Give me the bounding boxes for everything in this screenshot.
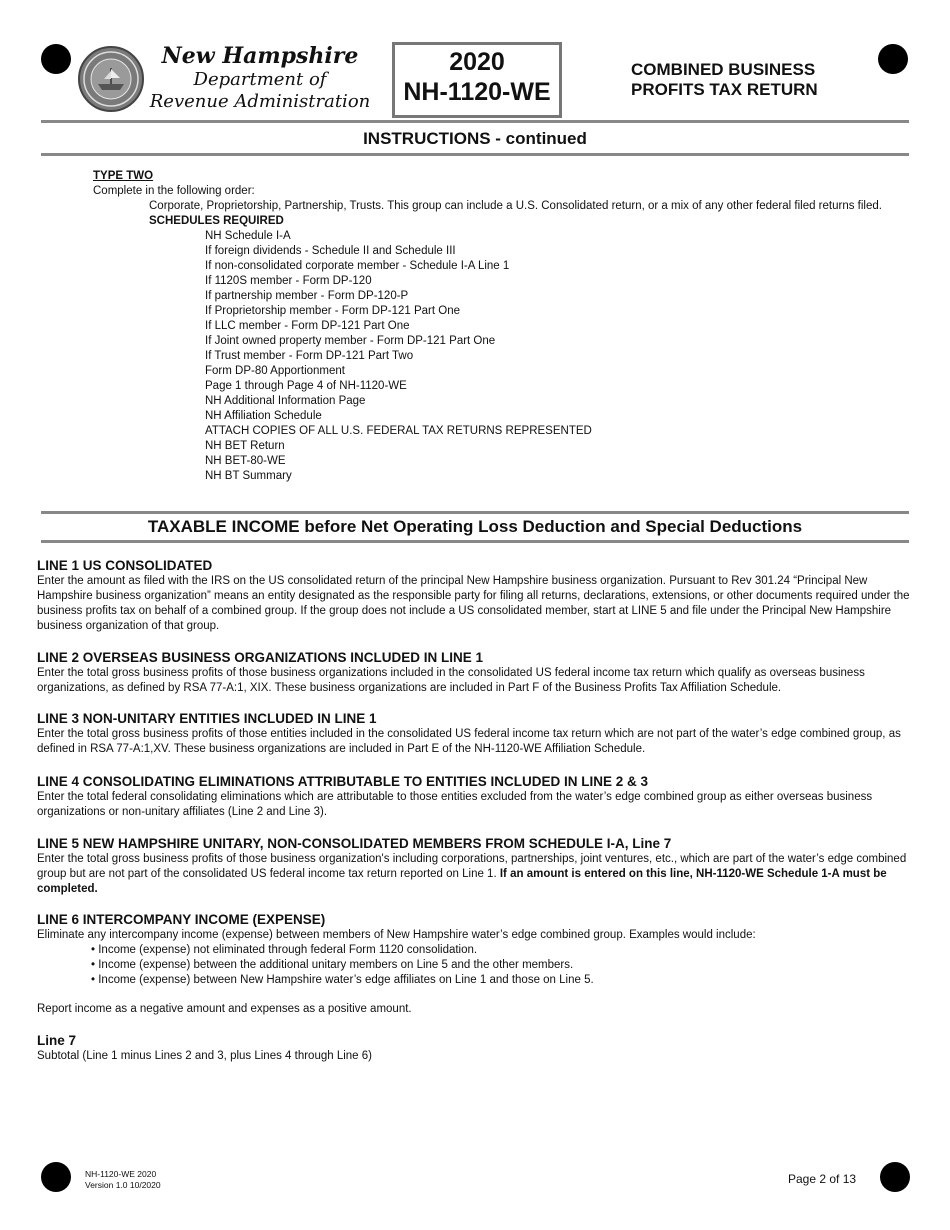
registration-dot-bottom-right	[880, 1162, 910, 1192]
line-5-paragraph	[37, 852, 913, 897]
registration-dot-top-right	[878, 44, 908, 74]
schedule-item: NH Additional Information Page	[205, 395, 366, 407]
line-3-title: LINE 3 NON-UNITARY ENTITIES INCLUDED IN LINE 1	[37, 711, 377, 726]
registration-dot-top-left	[41, 44, 71, 74]
line-5-bold-note: If an amount is entered on this line, NH-1120-WE Schedule 1-A must be completed.	[37, 868, 887, 895]
return-title-line-1: COMBINED BUSINESS	[631, 60, 816, 79]
type-two-heading: TYPE TWO	[93, 170, 154, 182]
schedules-heading: SCHEDULES REQUIRED	[149, 215, 284, 227]
schedule-item: If partnership member - Form DP-120-P	[205, 290, 409, 302]
line-6-text: Eliminate any intercompany income (expense) between members of New Hampshire water’s edge combined group. Examples would include:	[37, 929, 756, 941]
schedule-item: If Joint owned property member - Form DP-121 Part One	[205, 335, 496, 347]
taxable-rule-bottom	[41, 540, 909, 543]
line-1-section	[37, 557, 913, 634]
line-2-title: LINE 2 OVERSEAS BUSINESS ORGANIZATIONS INCLUDED IN LINE 1	[37, 650, 484, 665]
schedule-item: Page 1 through Page 4 of NH-1120-WE	[205, 380, 407, 392]
line-7-section	[37, 1032, 913, 1064]
line-6-report-text: Report income as a negative amount and expenses as a positive amount.	[37, 1003, 412, 1015]
type-two-description: Corporate, Proprietorship, Partnership, Trusts. This group can include a U.S. Consolidated return, or a mix of any other federal filed returns filed.	[149, 200, 882, 212]
line-6-bullet: • Income (expense) between the additional unitary members on Line 5 and the other members.	[91, 958, 913, 973]
type-two-intro: Complete in the following order:	[93, 185, 255, 197]
line-3-section	[37, 710, 913, 757]
banner-rule-top	[41, 120, 909, 123]
line-6-bullets	[37, 943, 913, 988]
line-5-title: LINE 5 NEW HAMPSHIRE UNITARY, NON-CONSOLIDATED MEMBERS FROM SCHEDULE I-A, Line 7	[37, 836, 672, 851]
line-6-bullet: • Income (expense) not eliminated through federal Form 1120 consolidation.	[91, 943, 913, 958]
schedule-item: NH BT Summary	[205, 470, 292, 482]
return-title-line-2: PROFITS TAX RETURN	[631, 80, 818, 99]
schedule-item: NH Affiliation Schedule	[205, 410, 322, 422]
footer-form-info	[85, 1169, 161, 1191]
schedules-list	[205, 229, 592, 484]
schedule-item: If Proprietorship member - Form DP-121 Part One	[205, 305, 460, 317]
schedule-item: ATTACH COPIES OF ALL U.S. FEDERAL TAX RETURNS REPRESENTED	[205, 425, 592, 437]
line-4-text: Enter the total federal consolidating eliminations which are attributable to those entities excluded from the water’s edge combined group as either overseas business organizations or non-unitary affiliates (Line 2 and Line 3).	[37, 791, 873, 818]
line-7-text: Subtotal (Line 1 minus Lines 2 and 3, plus Lines 4 through Line 6)	[37, 1050, 372, 1062]
schedule-item: If Trust member - Form DP-121 Part Two	[205, 350, 414, 362]
footer-version: Version 1.0 10/2020	[85, 1180, 161, 1190]
schedule-item: NH BET-80-WE	[205, 455, 286, 467]
line-2-section	[37, 649, 913, 696]
registration-dot-bottom-left	[41, 1162, 71, 1192]
line-4-section	[37, 773, 913, 820]
taxable-rule-top	[41, 511, 909, 514]
line-6-title: LINE 6 INTERCOMPANY INCOME (EXPENSE)	[37, 912, 326, 927]
schedule-item: Form DP-80 Apportionment	[205, 365, 345, 377]
department-name	[140, 43, 380, 113]
banner-rule-bottom	[41, 153, 909, 156]
line-2-text: Enter the total gross business profits of those business organizations included in the consolidated US federal income tax return which qualify as overseas business organizations, as defined by RSA 77-A:1, XIX. These business organizations are included in Part F of the Business Profits Tax Affiliation Schedule.	[37, 667, 865, 694]
line-7-title: Line 7	[37, 1033, 77, 1048]
form-year: 2020	[449, 48, 505, 76]
schedule-item: If non-consolidated corporate member - Schedule I-A Line 1	[205, 260, 510, 272]
line-1-text: Enter the amount as filed with the IRS on the US consolidated return of the principal New Hampshire business organization. Pursuant to Rev 301.24 “Principal New Hampshire business organization” means an entity designated as the responsible party for filing all returns, declarations, extensions, or other documents required under the business profits tax on behalf of a combined group. If the group does not include a US consolidated member, start at LINE 5 and file under the Principal New Hampshire business organization of that group.	[37, 575, 910, 632]
line-5-section	[37, 835, 913, 897]
page-number: Page 2 of 13	[788, 1172, 857, 1186]
line-6-bullet: • Income (expense) between New Hampshire water’s edge affiliates on Line 1 and those on Line 5.	[91, 973, 913, 988]
return-title	[631, 60, 851, 100]
line-1-title: LINE 1 US CONSOLIDATED	[37, 558, 213, 573]
state-seal-icon	[78, 46, 144, 112]
dept-line-1: New Hampshire	[161, 43, 359, 69]
line-5-text: Enter the total gross business profits of those business organization's including corporations, partnerships, joint ventures, etc., which are part of the water’s edge combined group but are not part of the consolidated US federal income tax return reported on Line 1.	[37, 853, 907, 880]
dept-line-2: Department of	[193, 69, 327, 90]
schedule-item: NH BET Return	[205, 440, 285, 452]
line-6-section	[37, 911, 913, 988]
schedule-item: NH Schedule I-A	[205, 230, 291, 242]
taxable-income-banner: TAXABLE INCOME before Net Operating Loss Deduction and Special Deductions	[147, 517, 803, 536]
line-6-report-note	[37, 1002, 913, 1017]
line-3-text: Enter the total gross business profits of those entities included in the consolidated US federal income tax return which are not part of the water’s edge combined group, as defined in RSA 77-A:1,XV. These business organizations are included in Part E of the NH-1120-WE Affiliation Schedule.	[37, 728, 901, 755]
schedule-item: If foreign dividends - Schedule II and Schedule III	[205, 245, 456, 257]
form-number: NH-1120-WE	[403, 78, 551, 106]
dept-line-3: Revenue Administration	[149, 91, 371, 112]
footer-form-id: NH-1120-WE 2020	[85, 1169, 157, 1179]
line-4-title: LINE 4 CONSOLIDATING ELIMINATIONS ATTRIBUTABLE TO ENTITIES INCLUDED IN LINE 2 & 3	[37, 774, 649, 789]
schedule-item: If 1120S member - Form DP-120	[205, 275, 372, 287]
instructions-banner: INSTRUCTIONS - continued	[363, 129, 587, 148]
form-id-box	[392, 42, 562, 118]
schedule-item: If LLC member - Form DP-121 Part One	[205, 320, 410, 332]
